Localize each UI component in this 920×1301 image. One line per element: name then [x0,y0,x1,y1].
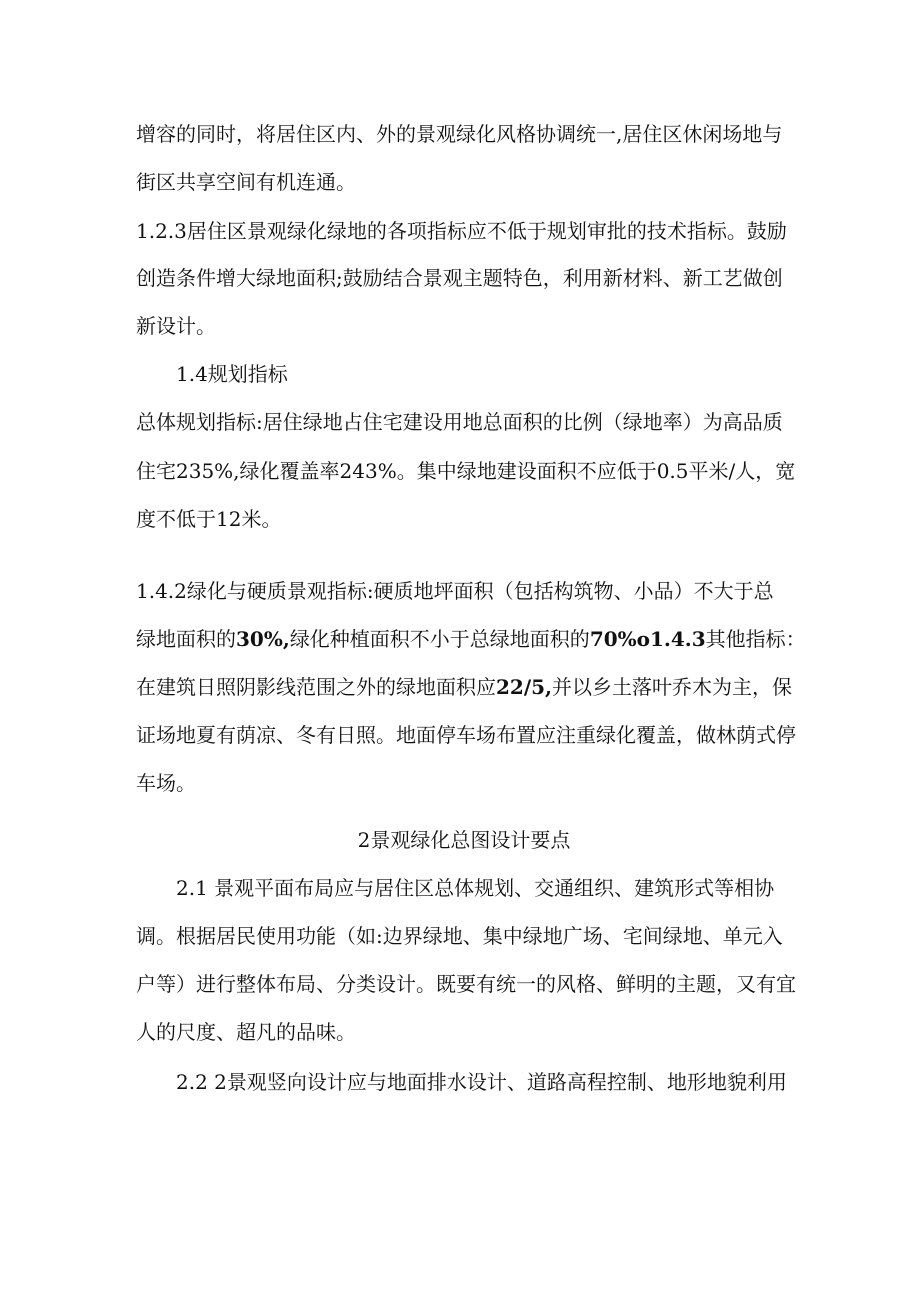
paragraph-line: 创造条件增大绿地面积;鼓励结合景观主题特色，利用新材料、新工艺做创 [136,266,783,290]
paragraph-line: 2.2 2景观竖向设计应与地面排水设计、道路高程控制、地形地貌利用 [176,1070,787,1094]
chapter-heading: 2景观绿化总图设计要点 [357,828,571,852]
text-run: 其他指标： [705,627,806,651]
paragraph-line [136,626,806,652]
paragraph-line: 新设计。 [136,314,216,338]
paragraph-line: 增容的同时，将居住区内、外的景观绿化风格协调统一,居住区休闲场地与 [136,122,783,146]
paragraph-line: 1.4.2绿化与硬质景观指标:硬质地坪面积（包括构筑物、小品）不大于总 [136,579,774,603]
text-run: 绿化种植面积不小于总绿地面积的 [289,627,590,651]
paragraph-line: 户等）进行整体布局、分类设计。既要有统一的风格、鲜明的主题，又有宜 [136,972,796,996]
paragraph-line: 街区共享空间有机连通。 [136,170,356,194]
text-run: 绿地面积的 [136,627,236,651]
paragraph-line: 人的尺度、超凡的品味。 [136,1020,356,1044]
paragraph-line: 车场。 [136,771,196,795]
paragraph-line: 1.2.3居住区景观绿化绿地的各项指标应不低于规划审批的技术指标。鼓励 [136,219,787,243]
text-run-bold: 22/5, [496,675,553,699]
paragraph-line: 住宅235%,绿化覆盖率243%。集中绿地建设面积不应低于0.5平米/人，宽 [136,459,796,483]
paragraph-line [136,674,792,700]
paragraph-line: 调。根据居民使用功能（如:边界绿地、集中绿地广场、宅间绿地、单元入 [136,924,783,948]
text-run: 并以乡土落叶乔木为主，保 [552,675,793,699]
text-run-bold: 30%, [236,627,290,651]
text-run-bold: 70%o1.4.3 [589,627,706,651]
paragraph-line: 度不低于12米。 [136,507,282,531]
paragraph-line: 总体规划指标:居住绿地占住宅建设用地总面积的比例（绿地率）为高品质 [136,410,783,434]
text-run: 在建筑日照阴影线范围之外的绿地面积应 [136,675,496,699]
paragraph-line: 证场地夏有荫凉、冬有日照。地面停车场布置应注重绿化覆盖，做林荫式停 [136,723,796,747]
paragraph-line: 2.1 景观平面布局应与居住区总体规划、交通组织、建筑形式等相协 [176,876,775,900]
section-heading: 1.4规划指标 [176,362,288,386]
